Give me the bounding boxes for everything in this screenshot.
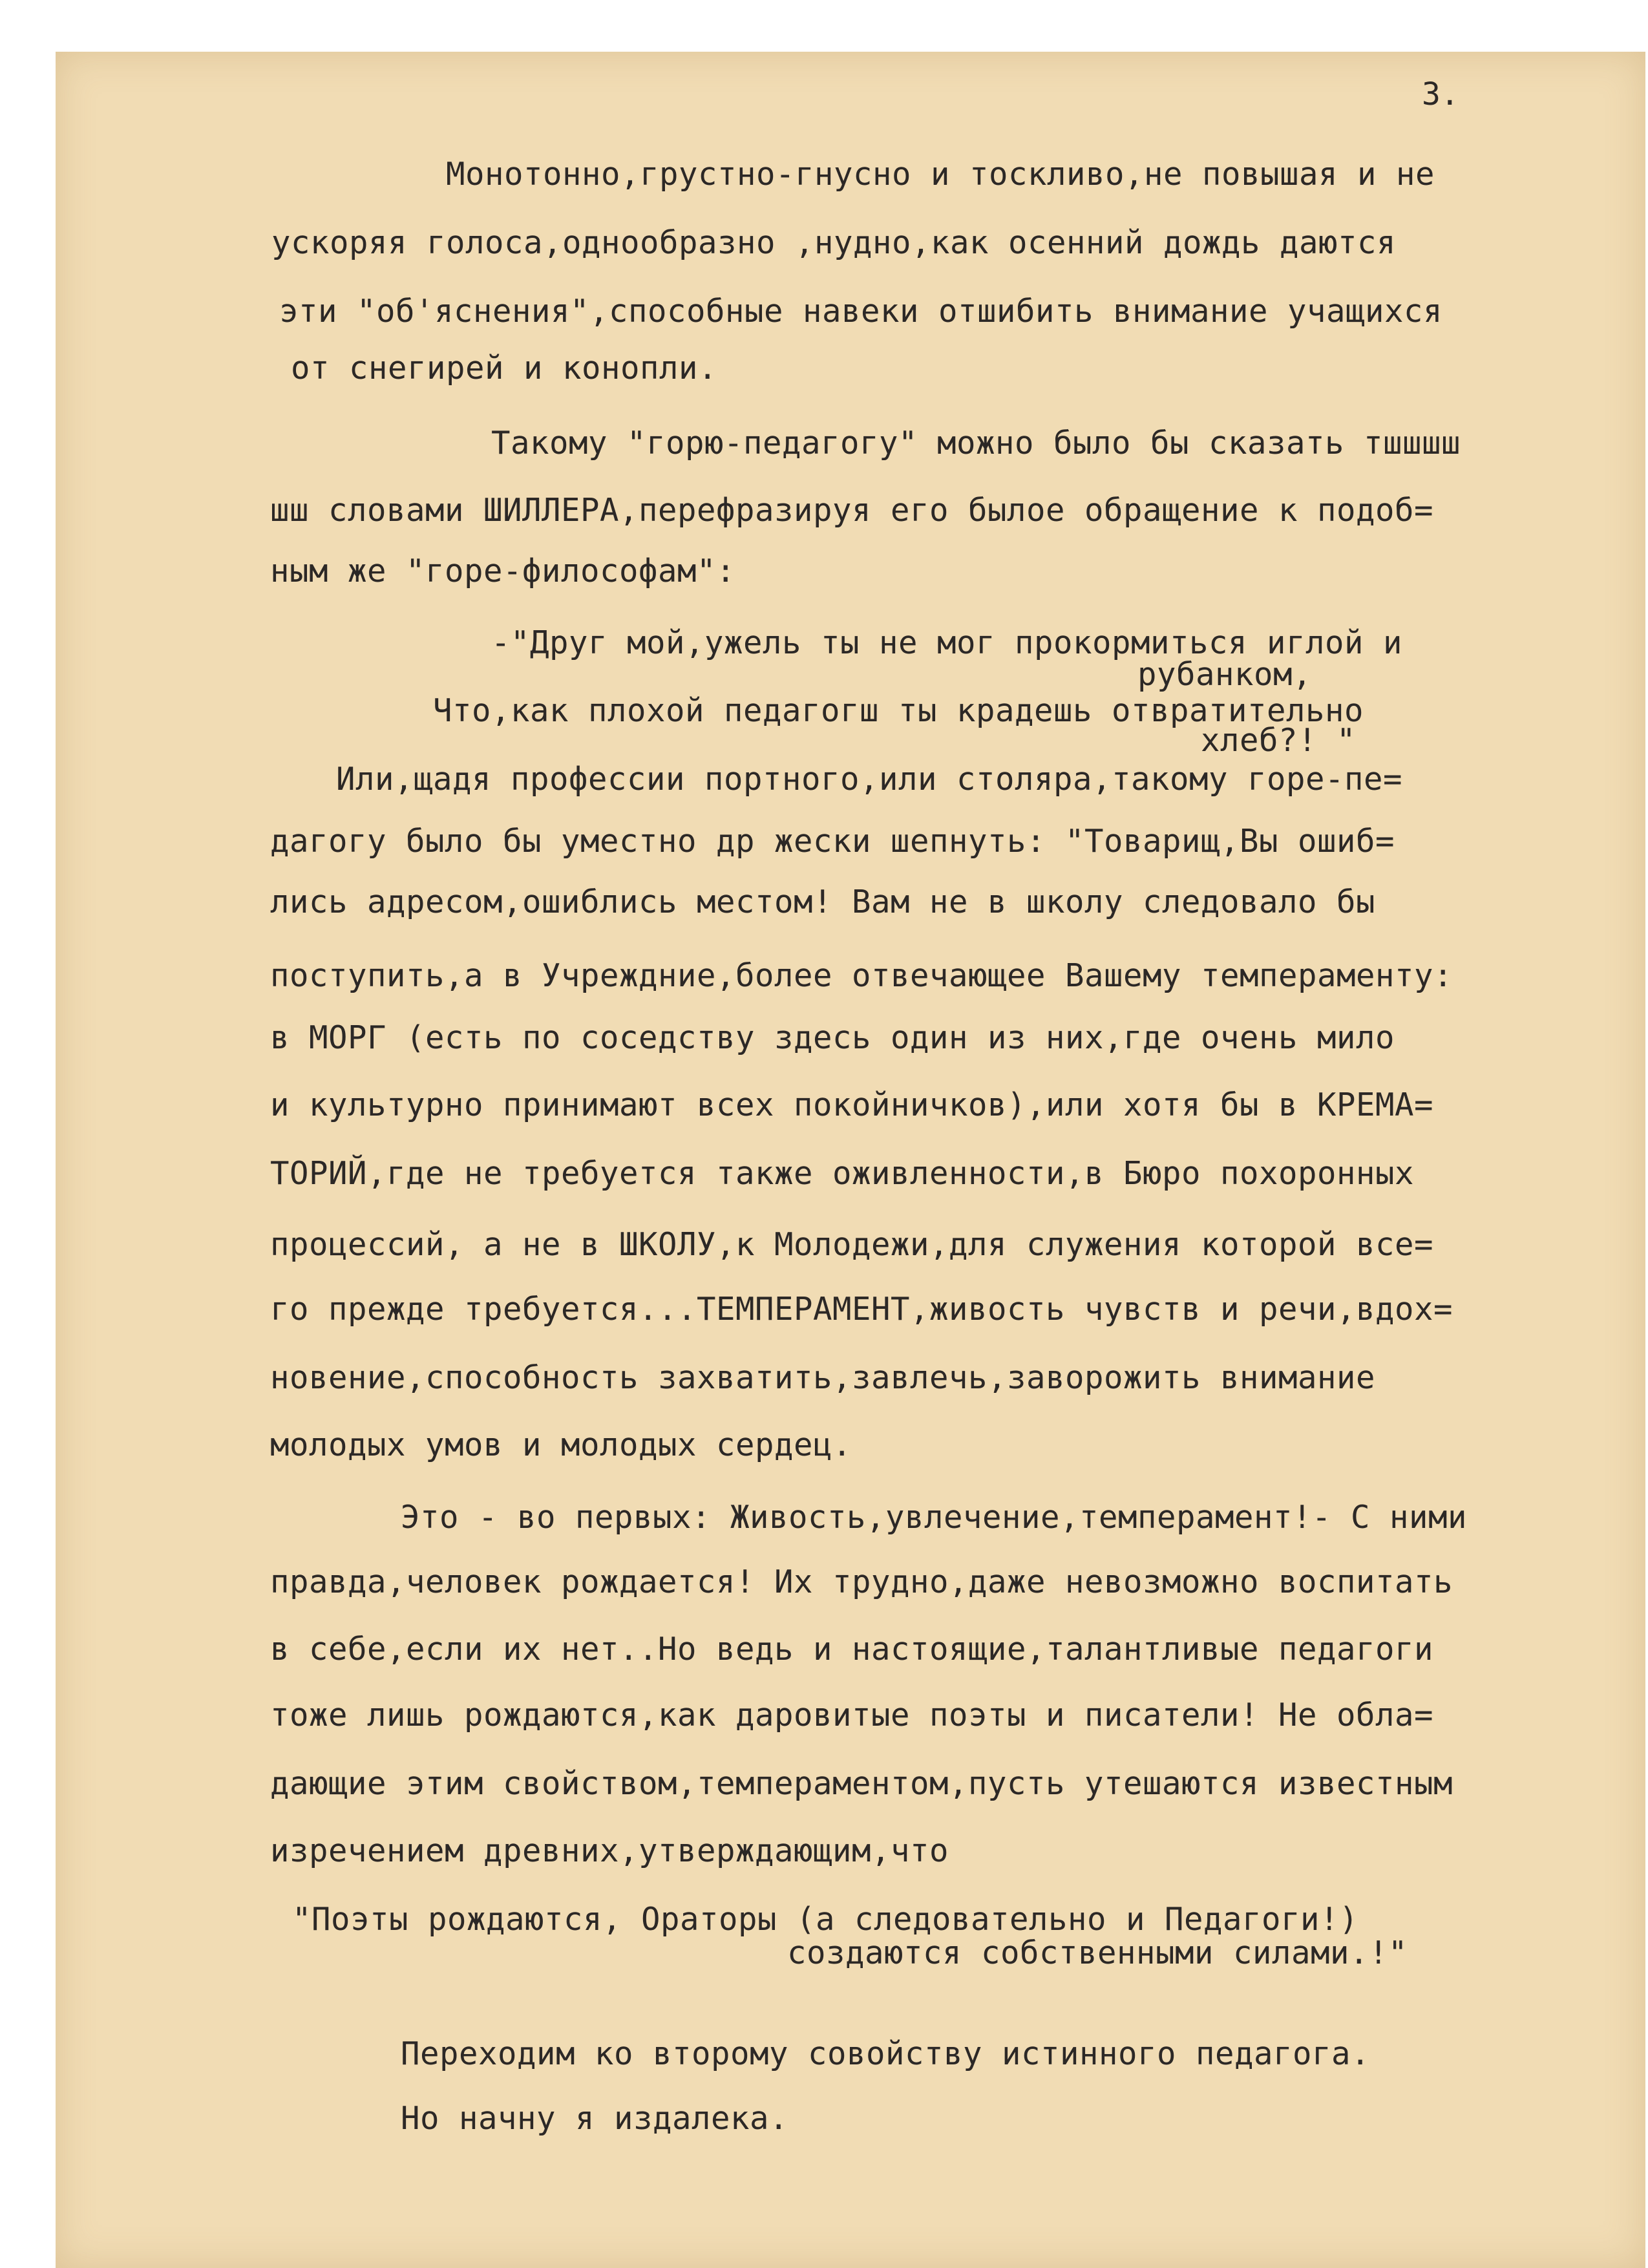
text-line: от снегирей и конопли. (291, 350, 718, 387)
text-line: дагогу было бы уместно др жески шепнуть: "Товарищ,Вы ошиб= (270, 823, 1395, 860)
text-line: в себе,если их нет..Но ведь и настоящие,талантливые педагоги (270, 1631, 1434, 1668)
text-line: изречением древних,утверждающим,что (270, 1832, 949, 1869)
quote-line: "Поэты рождаются, Ораторы (а следовательно и Педагоги!) (292, 1901, 1359, 1938)
text-line: молодых умов и молодых сердец. (270, 1426, 852, 1463)
text-line: лись адресом,ошиблись местом! Вам не в школу следовало бы (270, 884, 1376, 920)
verse-line: хлеб?! " (1201, 722, 1357, 759)
text-line: ным же "горе-философам": (270, 553, 736, 589)
text-line: Монотонно,грустно-гнусно и тоскливо,не повышая и не (446, 156, 1435, 193)
verse-line: -"Друг мой,ужель ты не мог прокормиться иглой и (491, 624, 1403, 661)
text-line: Переходим ко второму совойству истинного педагога. (401, 2035, 1371, 2072)
text-line: тоже лишь рождаются,как даровитые поэты и писатели! Не обла= (270, 1697, 1434, 1733)
text-line: Но начну я издалека. (401, 2100, 789, 2137)
text-line: эти "об'яснения",способные навеки отшибить внимание учащихся (279, 293, 1443, 330)
verse-line: Что,как плохой педагогш ты крадешь отвратительно (433, 692, 1364, 729)
text-line: Или,щадя профессии портного,или столяра,такому горе-пе= (336, 761, 1403, 798)
verse-line: рубанком, (1137, 656, 1313, 693)
text-line: Это - во первых: Живость,увлечение,темперамент!- С ними (401, 1499, 1468, 1536)
text-line: поступить,а в Учреждние,более отвечающее Вашему темпераменту: (270, 957, 1453, 994)
text-line: новение,способность захватить,завлечь,заворожить внимание (270, 1359, 1376, 1396)
text-line: Такому "горю-педагогу" можно было бы сказать тшшшш (491, 425, 1461, 461)
text-line: дающие этим свойством,темпераментом,пусть утешаются известным (270, 1765, 1453, 1802)
text-line: и культурно принимают всех покойничков),или хотя бы в КРЕМА= (270, 1086, 1434, 1123)
text-line: процессий, а не в ШКОЛУ,к Молодежи,для служения которой все= (270, 1226, 1434, 1263)
page-number: 3. (1422, 76, 1459, 112)
text-line: го прежде требуется...ТЕМПЕРАМЕНТ,живость чувств и речи,вдох= (270, 1291, 1453, 1328)
text-line: ускоряя голоса,однообразно ,нудно,как осенний дождь даются (271, 224, 1397, 261)
text-line: правда,человек рождается! Их трудно,даже невозможно воспитать (270, 1563, 1453, 1600)
text-line: ТОРИЙ,где не требуется также оживленности,в Бюро похоронных (270, 1155, 1415, 1192)
quote-line: создаются собственными силами.!" (787, 1934, 1408, 1971)
text-line: в МОРГ (есть по соседству здесь один из них,где очень мило (270, 1019, 1395, 1056)
text-line: шш словами ШИЛЛЕРА,перефразируя его былое обращение к подоб= (270, 492, 1434, 529)
